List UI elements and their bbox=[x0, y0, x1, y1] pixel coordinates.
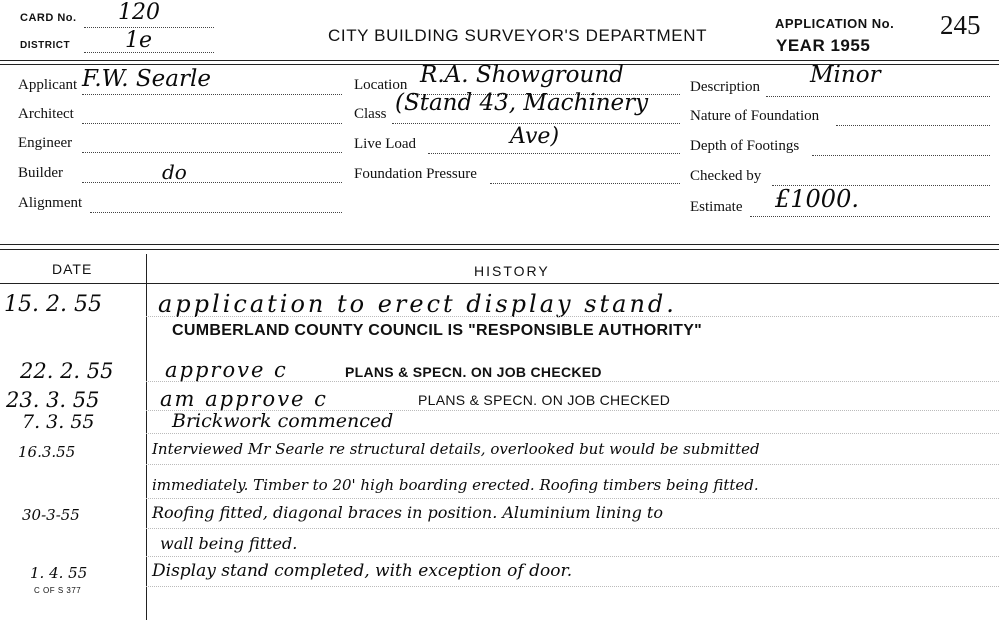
history-entry: Display stand completed, with exception of door. bbox=[152, 561, 573, 581]
history-entry: Roofing fitted, diagonal braces in position. Aluminium lining to bbox=[152, 503, 663, 522]
history-date: 23. 3. 55 bbox=[6, 388, 100, 412]
checked-stamp: PLANS & SPECN. ON JOB CHECKED bbox=[418, 392, 671, 408]
builder-value: do bbox=[162, 160, 187, 184]
depth-of-footings-label: Depth of Footings bbox=[690, 138, 800, 154]
history-date: 1. 4. 55 bbox=[30, 564, 88, 582]
history-entry: approve c bbox=[165, 358, 288, 382]
authority-stamp: CUMBERLAND COUNTY COUNCIL IS "RESPONSIBLE AUTHORITY" bbox=[172, 322, 703, 339]
architect-label: Architect bbox=[18, 106, 74, 122]
engineer-label: Engineer bbox=[18, 135, 73, 151]
applicant-label: Applicant bbox=[18, 77, 78, 93]
applicant-value: F.W. Searle bbox=[82, 66, 211, 92]
history-date: 7. 3. 55 bbox=[22, 411, 95, 433]
history-date: 15. 2. 55 bbox=[4, 292, 102, 317]
live-load-label: Live Load bbox=[354, 136, 417, 152]
checked-by-label: Checked by bbox=[690, 168, 762, 184]
form-code: C OF S 377 bbox=[34, 586, 82, 595]
history-date: 22. 2. 55 bbox=[20, 359, 114, 383]
class-value: (Stand 43, Machinery bbox=[395, 90, 649, 116]
department-title: CITY BUILDING SURVEYOR'S DEPARTMENT bbox=[328, 26, 708, 45]
history-entry: application to erect display stand. bbox=[158, 290, 677, 318]
district-label: DISTRICT bbox=[20, 40, 71, 51]
estimate-label: Estimate bbox=[690, 199, 743, 215]
alignment-label: Alignment bbox=[18, 195, 83, 211]
nature-of-foundation-label: Nature of Foundation bbox=[690, 108, 820, 124]
checked-stamp: PLANS & SPECN. ON JOB CHECKED bbox=[345, 364, 602, 380]
history-column-header: HISTORY bbox=[474, 263, 550, 279]
year-label: YEAR 1955 bbox=[776, 36, 871, 55]
application-no-value: 245 bbox=[940, 10, 981, 40]
date-column-header: DATE bbox=[52, 261, 93, 277]
application-no-label: APPLICATION No. bbox=[775, 16, 895, 31]
live-load-value: Ave) bbox=[510, 124, 560, 149]
district-value: 1e bbox=[125, 28, 153, 53]
history-date: 30-3-55 bbox=[22, 506, 80, 524]
location-value: R.A. Showground bbox=[420, 62, 624, 88]
estimate-value: £1000. bbox=[775, 185, 859, 213]
foundation-pressure-label: Foundation Pressure bbox=[354, 166, 477, 182]
builder-label: Builder bbox=[18, 165, 63, 181]
location-label: Location bbox=[354, 77, 408, 93]
class-label: Class bbox=[354, 106, 387, 122]
history-entry: am approve c bbox=[160, 387, 328, 411]
history-entry: Brickwork commenced bbox=[172, 410, 394, 432]
description-value: Minor bbox=[810, 62, 881, 88]
card-no-value: 120 bbox=[118, 0, 160, 25]
history-date: 16.3.55 bbox=[18, 443, 76, 461]
history-entry: wall being fitted. bbox=[160, 534, 298, 553]
history-entry: immediately. Timber to 20' high boarding erected. Roofing timbers being fitted. bbox=[152, 476, 759, 494]
description-label: Description bbox=[690, 79, 760, 95]
history-entry: Interviewed Mr Searle re structural details, overlooked but would be submitted bbox=[152, 440, 760, 458]
card-no-label: CARD No. bbox=[20, 12, 77, 24]
